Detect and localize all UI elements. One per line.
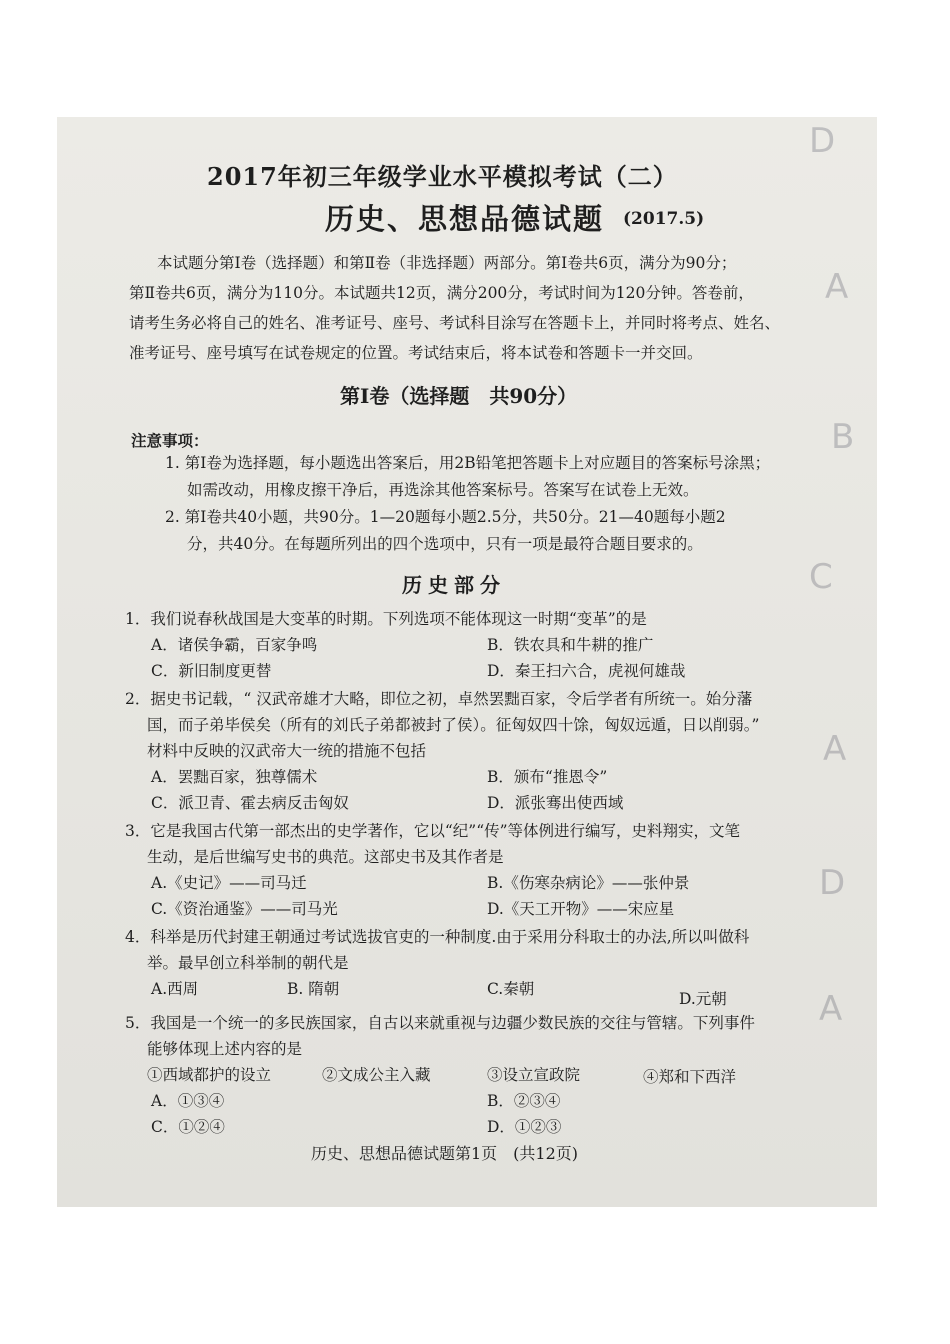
question-5-option-b: B．②③④ [487,1092,561,1110]
exam-date: (2017.5) [623,209,705,229]
page-footer: 历史、思想品德试题第1页 (共12页) [311,1144,579,1163]
question-1-option-d: D．秦王扫六合，虎视何雄哉 [487,662,686,680]
section-title-history: 历史部分 [402,573,506,597]
pencil-mark: A [825,267,849,307]
question-4-option-d: D.元朝 [679,990,727,1008]
notice-line: 分，共40分。在每题所列出的四个选项中，只有一项是最符合题目要求的。 [187,535,703,553]
question-5-item: ③设立宣政院 [487,1066,581,1084]
pencil-mark: C [809,557,833,597]
question-2-stem: 国，而子弟毕侯矣（所有的刘氏子弟都被封了侯）。征匈奴四十馀，匈奴远遁，日以削弱。” [147,716,760,734]
question-2-option-d: D．派张骞出使西域 [487,794,624,812]
question-2-option-c: C．派卫青、霍去病反击匈奴 [151,794,349,812]
question-5-option-c: C．①②④ [151,1118,225,1136]
question-2-option-a: A．罢黜百家，独尊儒术 [151,768,318,786]
notice-heading: 注意事项： [131,431,209,450]
question-2-option-b: B．颁布“推恩令” [487,768,608,786]
question-5-item: ①西域都护的设立 [147,1066,272,1084]
exam-paper [57,117,877,1207]
question-5-option-a: A．①③④ [151,1092,225,1110]
question-1-option-c: C．新旧制度更替 [151,662,272,680]
question-3-option-c: C.《资治通鉴》——司马光 [151,900,338,918]
question-4-option-b: B. 隋朝 [287,980,340,998]
question-4-option-a: A.西周 [151,980,199,998]
pencil-mark: D [819,863,846,903]
notice-line: 2. 第Ⅰ卷共40小题，共90分。1—20题每小题2.5分，共50分。21—40题每小题2 [165,508,726,526]
exam-title: 2017年初三年级学业水平模拟考试（二） [207,162,678,191]
intro-line: 第Ⅱ卷共6页，满分为110分。本试题共12页，满分200分，考试时间为120分钟。答卷前， [129,284,754,302]
question-5-stem: 能够体现上述内容的是 [147,1040,303,1058]
intro-line: 本试题分第Ⅰ卷（选择题）和第Ⅱ卷（非选择题）两部分。第Ⅰ卷共6页，满分为90分； [157,254,737,272]
question-4-stem: 4．科举是历代封建王朝通过考试选拔官吏的一种制度.由于采用分科取士的办法,所以叫做科 [125,928,750,946]
pencil-mark: B [831,417,855,457]
question-5-option-d: D．①②③ [487,1118,562,1136]
question-3-option-d: D.《天工开物》——宋应星 [487,900,675,918]
notice-line: 1. 第Ⅰ卷为选择题，每小题选出答案后，用2B铅笔把答题卡上对应题目的答案标号涂黑； [165,454,771,472]
exam-subtitle: 历史、思想品德试题 [325,202,605,236]
pencil-mark: D [809,121,836,161]
notice-line: 如需改动，用橡皮擦干净后，再选涂其他答案标号。答案写在试卷上无效。 [187,481,699,499]
question-2-stem: 材料中反映的汉武帝大一统的措施不包括 [147,742,427,760]
intro-line: 请考生务必将自己的姓名、准考证号、座号、考试科目涂写在答题卡上，并同时将考点、姓名、 [129,314,781,332]
section-title-part1: 第Ⅰ卷（选择题 共90分） [340,384,578,408]
question-5-item: ④郑和下西洋 [643,1068,737,1086]
question-2-stem: 2．据史书记载，“ 汉武帝雄才大略，即位之初，卓然罢黜百家，令后学者有所统一。始分藩 [125,690,753,708]
question-3-stem: 生动，是后世编写史书的典范。这部史书及其作者是 [147,848,504,866]
question-4-option-c: C.秦朝 [487,980,535,998]
question-5-item: ②文成公主入藏 [322,1066,431,1084]
question-3-option-b: B.《伤寒杂病论》——张仲景 [487,874,690,892]
question-3-stem: 3．它是我国古代第一部杰出的史学著作，它以“纪”“传”等体例进行编写，史料翔实，文笔 [125,822,741,840]
question-1-option-a: A．诸侯争霸，百家争鸣 [151,636,318,654]
pencil-mark: A [823,729,847,769]
question-4-stem: 举。最早创立科举制的朝代是 [147,954,349,972]
question-1-stem: 1．我们说春秋战国是大变革的时期。下列选项不能体现这一时期“变革”的是 [125,610,647,628]
question-1-option-b: B．铁农具和牛耕的推广 [487,636,654,654]
question-5-stem: 5．我国是一个统一的多民族国家，自古以来就重视与边疆少数民族的交往与管辖。下列事件 [125,1014,755,1032]
question-3-option-a: A.《史记》——司马迁 [151,874,307,892]
intro-line: 准考证号、座号填写在试卷规定的位置。考试结束后，将本试卷和答题卡一并交回。 [129,344,703,362]
pencil-mark: A [819,989,843,1029]
